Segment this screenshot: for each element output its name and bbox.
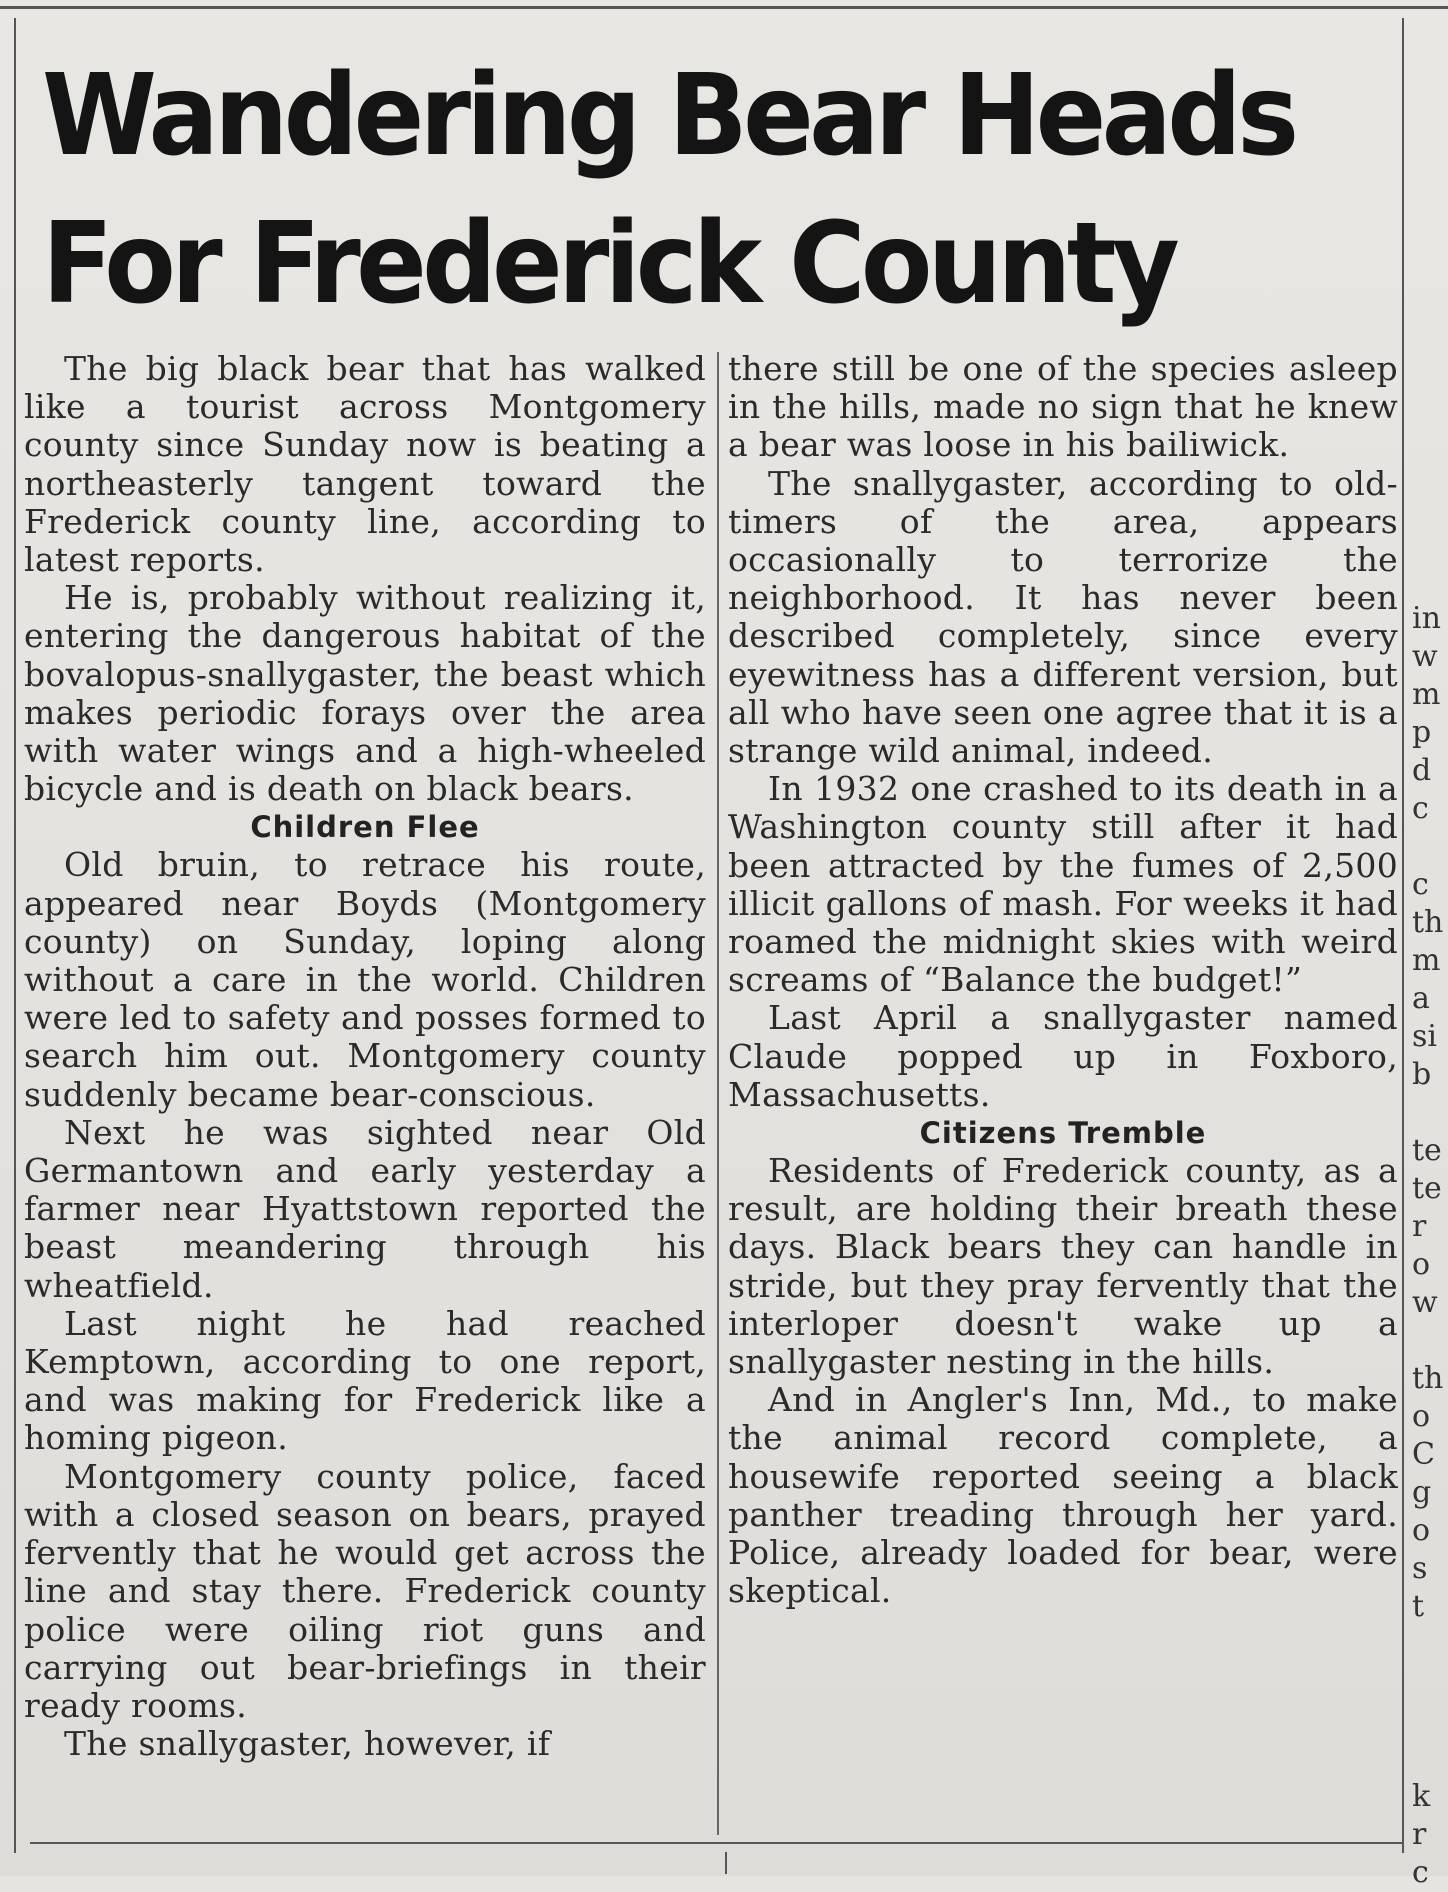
edge-fragment: g [1412, 1475, 1432, 1510]
article-column-left [24, 350, 706, 1763]
edge-fragment: th [1412, 905, 1444, 940]
paragraph-continued: there still be one of the species asleep in the hills, made no sign that he knew a bear was loose in his bailiwick. [728, 349, 1398, 465]
edge-fragment: w [1412, 639, 1438, 674]
headline-line-2: For Frederick County [42, 199, 1176, 329]
edge-fragment: si [1412, 1019, 1437, 1054]
paragraph: The snallygaster, according to old-timers of the area, appears occasionally to terrorize the neighborhood. It has never been described completely, since every eyewitness has a different version, but all who have seen one agree that it is a strange wild animal, indeed. [728, 463, 1398, 771]
edge-fragment: t [1412, 1589, 1425, 1624]
edge-fragment [1412, 1740, 1448, 1778]
edge-fragment: c [1412, 867, 1429, 902]
edge-fragment [1412, 1322, 1448, 1360]
edge-fragment: b [1412, 1057, 1432, 1092]
edge-fragment: C [1412, 1437, 1435, 1472]
edge-fragment: s [1412, 1551, 1428, 1586]
edge-fragment: m [1412, 943, 1441, 978]
edge-fragment: o [1412, 1399, 1431, 1434]
paragraph: He is, probably without realizing it, entering the dangerous habitat of the bovalopus-snallygaster, the beast which makes periodic forays over the area with water wings and a high-wheeled bicycle and is death on black bears. [24, 578, 706, 809]
edge-fragment: c [1412, 1855, 1429, 1890]
edge-fragment: k [1412, 1779, 1431, 1814]
adjacent-column-fragments [1412, 600, 1448, 1892]
paragraph: Last April a snallygaster named Claude popped up in Foxboro, Massachusetts. [728, 998, 1398, 1114]
subhead-citizens-tremble: Citizens Tremble [919, 1116, 1207, 1151]
edge-fragment [1412, 1626, 1448, 1664]
paragraph: Montgomery county police, faced with a closed season on bears, prayed fervently that he would get across the line and stay there. Frederick county police were oiling riot guns and carrying out bear-briefings in their ready rooms. [24, 1456, 706, 1725]
paragraph: Residents of Frederick county, as a result, are holding their breath these days. Black bears they can handle in stride, but they pray fervently that the interloper doesn't wake up a snallygaster nesting in the hills. [728, 1151, 1398, 1382]
subhead-children-flee: Children Flee [250, 810, 480, 845]
edge-fragment: o [1412, 1247, 1431, 1282]
edge-fragment: r [1412, 1209, 1427, 1244]
edge-fragment [1412, 1702, 1448, 1740]
headline [42, 42, 1295, 338]
edge-fragment: te [1412, 1171, 1442, 1206]
paragraph: And in Angler's Inn, Md., to make the animal record complete, a housewife reported seeing a black panther treading through her yard. Police, already loaded for bear, were skeptical. [728, 1380, 1398, 1611]
top-rule [0, 6, 1448, 9]
edge-fragment: m [1412, 677, 1441, 712]
edge-fragment [1412, 828, 1448, 866]
left-border-rule [14, 18, 16, 1853]
paragraph: The big black bear that has walked like a tourist across Montgomery county since Sunday now is beating a northeasterly tangent toward the Frederick county line, according to latest reports. [24, 349, 706, 580]
edge-fragment: p [1412, 715, 1432, 750]
column-divider [717, 352, 719, 1835]
edge-fragment: d [1412, 753, 1432, 788]
right-border-rule [1402, 18, 1404, 1853]
edge-fragment [1412, 1094, 1448, 1132]
edge-fragment: te [1412, 1133, 1442, 1168]
paragraph: Old bruin, to retrace his route, appeared near Boyds (Montgomery county) on Sunday, loping along without a care in the world. Children were led to safety and posses formed to search him out. Montgomery county suddenly became bear-conscious. [24, 845, 706, 1114]
article-column-right [728, 350, 1398, 1611]
edge-fragment: o [1412, 1513, 1431, 1548]
bottom-rule [30, 1842, 1402, 1844]
paragraph: The snallygaster, however, if [64, 1724, 551, 1764]
edge-fragment: a [1412, 981, 1430, 1016]
bottom-column-tick [725, 1852, 727, 1874]
headline-line-1: Wandering Bear Heads [42, 51, 1295, 181]
edge-fragment: r [1412, 1817, 1427, 1852]
paragraph: Next he was sighted near Old Germantown and early yesterday a farmer near Hyattstown reported the beast meandering through his wheatfield. [24, 1112, 706, 1305]
edge-fragment: c [1412, 791, 1429, 826]
edge-fragment: in [1412, 601, 1441, 636]
edge-fragment: th [1412, 1361, 1444, 1396]
edge-fragment: w [1412, 1285, 1438, 1320]
paragraph: Last night he had reached Kemptown, according to one report, and was making for Frederick like a homing pigeon. [24, 1303, 706, 1458]
edge-fragment [1412, 1664, 1448, 1702]
paragraph: In 1932 one crashed to its death in a Washington county still after it had been attracted by the fumes of 2,500 illicit gallons of mash. For weeks it had roamed the midnight skies with weird screams of “Balance the budget!” [728, 769, 1398, 1000]
